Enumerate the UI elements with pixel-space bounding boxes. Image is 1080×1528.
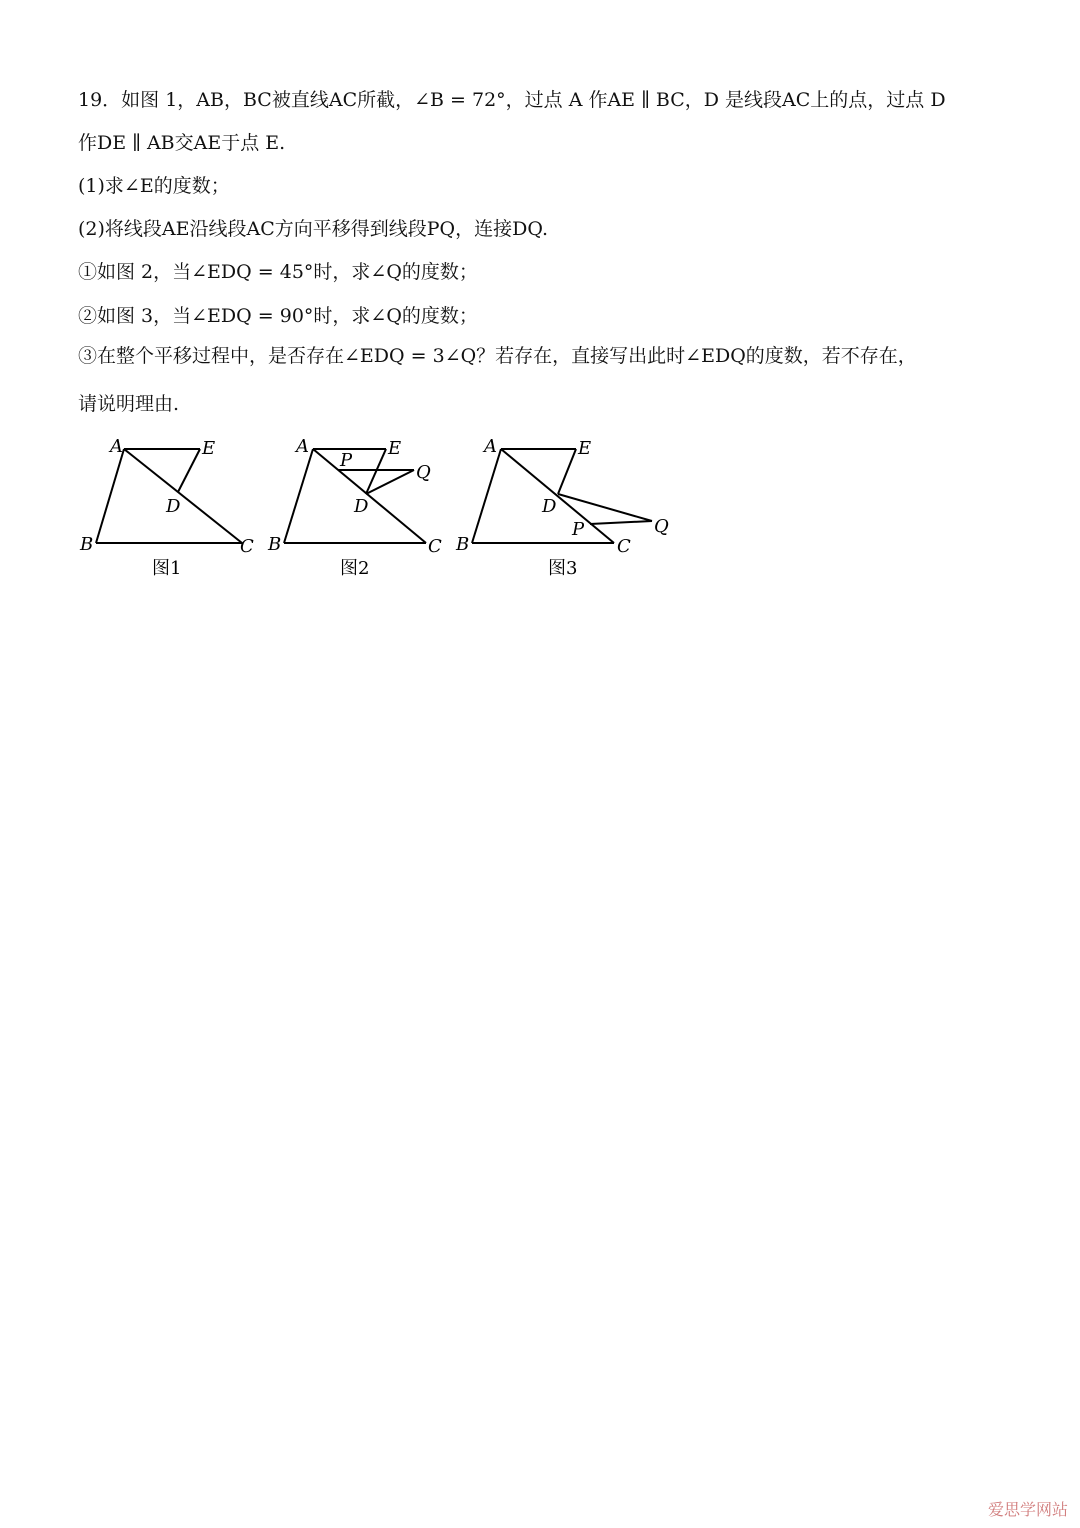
label-a: A xyxy=(296,436,309,457)
segment-de xyxy=(366,449,386,494)
label-q: Q xyxy=(416,462,431,483)
label-d: D xyxy=(354,496,369,517)
segment-ab xyxy=(96,449,124,543)
label-a: A xyxy=(110,436,123,457)
segment-ac xyxy=(124,449,242,543)
caption-fig-3: 图3 xyxy=(548,558,578,579)
label-q: Q xyxy=(654,516,669,537)
geometry-figures xyxy=(70,428,690,598)
segment-ac xyxy=(501,449,614,543)
label-p: P xyxy=(340,450,353,471)
label-a: A xyxy=(484,436,497,457)
watermark: 爱思学网站 xyxy=(987,1500,1068,1519)
label-c: C xyxy=(428,536,442,557)
label-e: E xyxy=(202,438,216,459)
label-b: B xyxy=(268,534,282,555)
figure-2 xyxy=(267,436,442,579)
segment-de xyxy=(178,449,200,492)
question-2-3-cont: 请说明理由. xyxy=(78,393,180,415)
label-e: E xyxy=(388,438,402,459)
figure-1 xyxy=(79,436,254,579)
question-2-3: ③在整个平移过程中，是否存在∠EDQ = 3∠Q？若存在，直接写出此时∠EDQ的度数，若不存在， xyxy=(78,345,917,367)
question-1: (1)求∠E的度数； xyxy=(78,175,230,197)
segment-de xyxy=(558,449,576,494)
question-2-1: ①如图 2，当∠EDQ = 45°时，求∠Q的度数； xyxy=(78,261,478,283)
segment-ab xyxy=(284,449,313,543)
question-2: (2)将线段AE沿线段AC方向平移得到线段PQ，连接DQ. xyxy=(78,218,549,240)
label-c: C xyxy=(240,536,254,557)
caption-fig-1: 图1 xyxy=(152,558,182,579)
segment-ab xyxy=(472,449,501,543)
caption-fig-2: 图2 xyxy=(340,558,370,579)
problem-line-2: 作DE ∥ AB交AE于点 E. xyxy=(78,132,286,154)
label-e: E xyxy=(578,438,592,459)
label-d: D xyxy=(166,496,181,517)
label-b: B xyxy=(456,534,470,555)
figures xyxy=(70,428,690,598)
label-d: D xyxy=(542,496,557,517)
label-b: B xyxy=(80,534,94,555)
segment-pq xyxy=(590,521,652,524)
segment-ac xyxy=(313,449,426,543)
label-c: C xyxy=(617,536,631,557)
figure-3 xyxy=(455,436,669,579)
label-p: P xyxy=(572,519,585,540)
segment-dq xyxy=(366,470,414,494)
question-2-2: ②如图 3，当∠EDQ = 90°时，求∠Q的度数； xyxy=(78,305,478,327)
problem-line-1: 19．如图 1，AB，BC被直线AC所截，∠B = 72°，过点 A 作AE ∥ BC，D 是线段AC上的点，过点 D xyxy=(78,89,946,111)
